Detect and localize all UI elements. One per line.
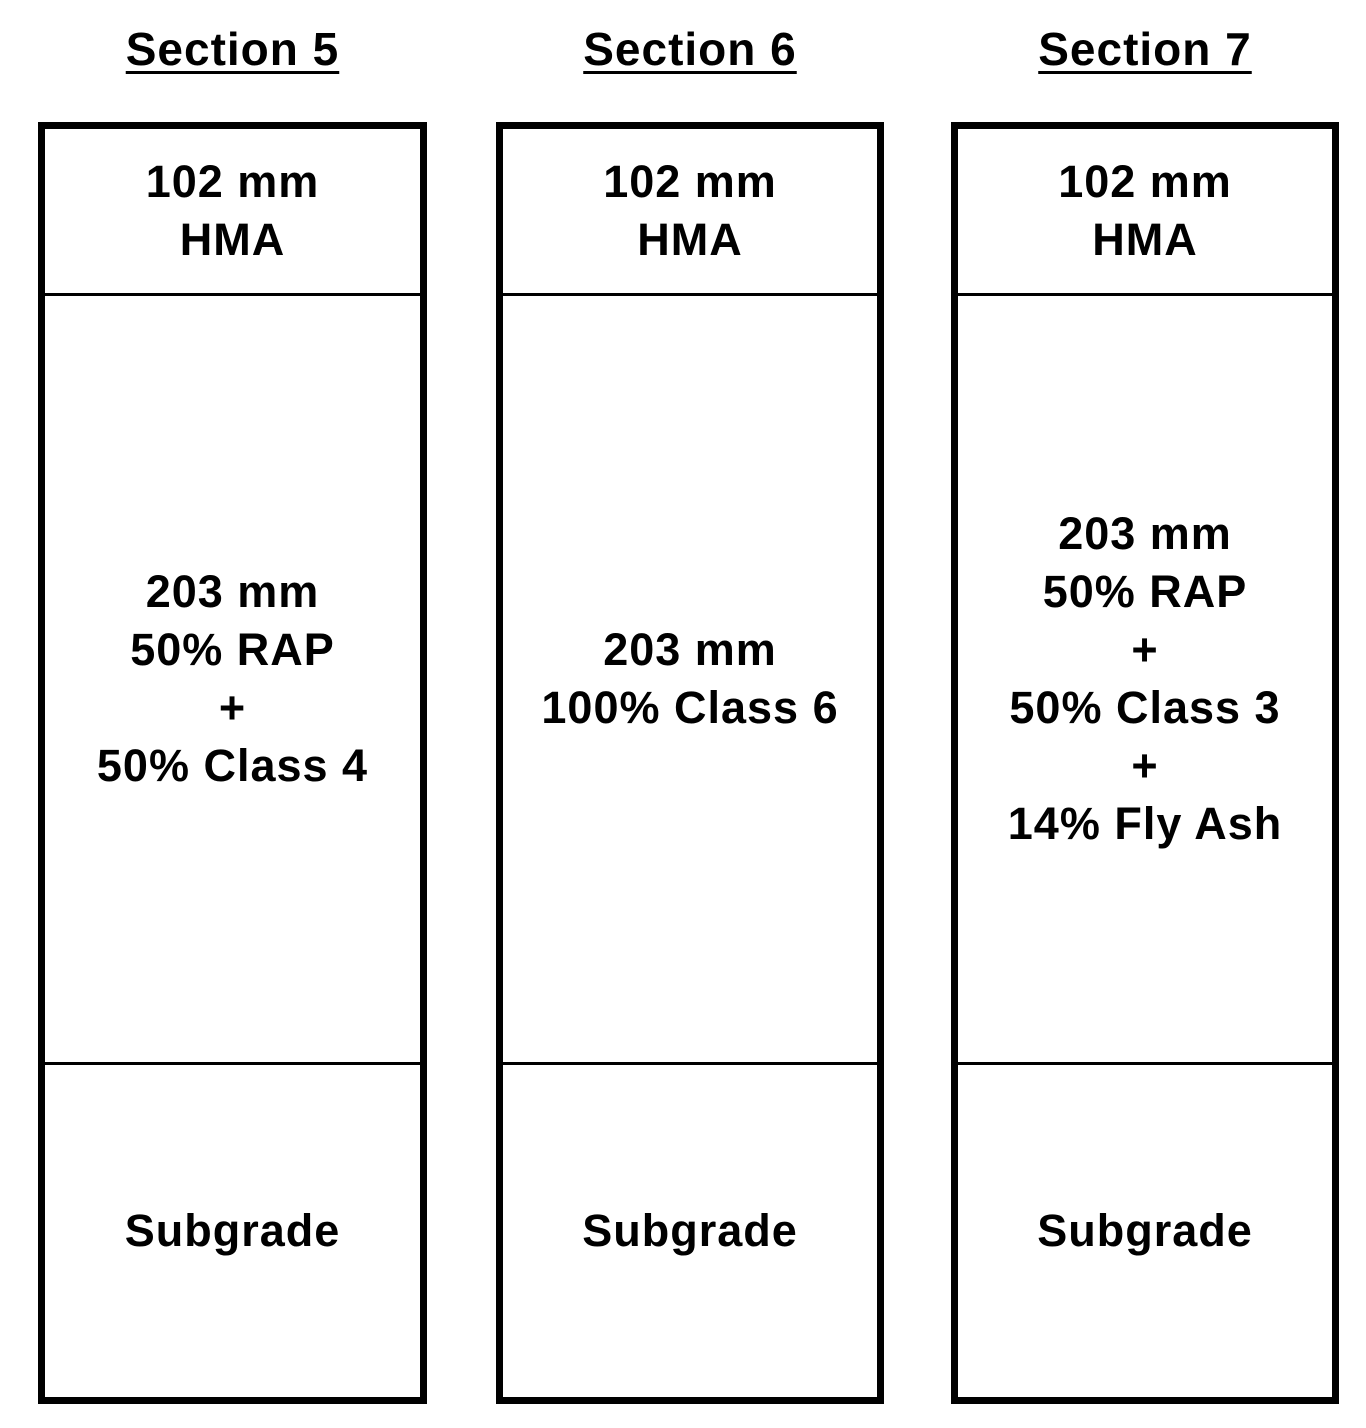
- base-component: 50% Class 3: [1009, 682, 1281, 733]
- hma-thickness: 102 mm: [603, 156, 777, 207]
- base-thickness: 203 mm: [145, 566, 320, 617]
- base-component: 50% Class 4: [96, 740, 369, 791]
- base-component: 14% Fly Ash: [1007, 798, 1283, 849]
- section-5-subgrade-layer: [45, 1065, 420, 1397]
- section-7-subgrade-layer: [958, 1065, 1332, 1397]
- subgrade-label: Subgrade: [124, 1205, 341, 1256]
- hma-thickness: 102 mm: [145, 156, 320, 207]
- section-5-title: Section 5: [125, 23, 340, 75]
- section-6-subgrade-layer: [503, 1065, 877, 1397]
- subgrade-label: Subgrade: [582, 1205, 798, 1256]
- base-plus: +: [1131, 740, 1159, 791]
- section-7-base-layer: [958, 296, 1332, 1065]
- subgrade-label: Subgrade: [1037, 1205, 1253, 1256]
- section-5-pavement-profile: [38, 122, 427, 1404]
- base-thickness: 203 mm: [1058, 508, 1232, 559]
- section-5-hma-layer: [45, 129, 420, 296]
- hma-thickness: 102 mm: [1058, 156, 1232, 207]
- base-thickness: 203 mm: [603, 624, 777, 675]
- base-plus: +: [218, 682, 247, 733]
- hma-material: HMA: [179, 214, 286, 265]
- base-component: 50% RAP: [1042, 566, 1248, 617]
- section-6-pavement-profile: [496, 122, 884, 1404]
- base-plus: +: [1131, 624, 1159, 675]
- base-component: 50% RAP: [130, 624, 335, 675]
- section-7-pavement-profile: [951, 122, 1339, 1404]
- section-7-hma-layer: [958, 129, 1332, 296]
- section-6-title: Section 6: [583, 23, 797, 75]
- section-7-title: Section 7: [1038, 23, 1252, 75]
- section-6-hma-layer: [503, 129, 877, 296]
- hma-material: HMA: [637, 214, 743, 265]
- section-6-base-layer: [503, 296, 877, 1065]
- section-5-base-layer: [45, 296, 420, 1065]
- base-component: 100% Class 6: [541, 682, 839, 733]
- hma-material: HMA: [1092, 214, 1198, 265]
